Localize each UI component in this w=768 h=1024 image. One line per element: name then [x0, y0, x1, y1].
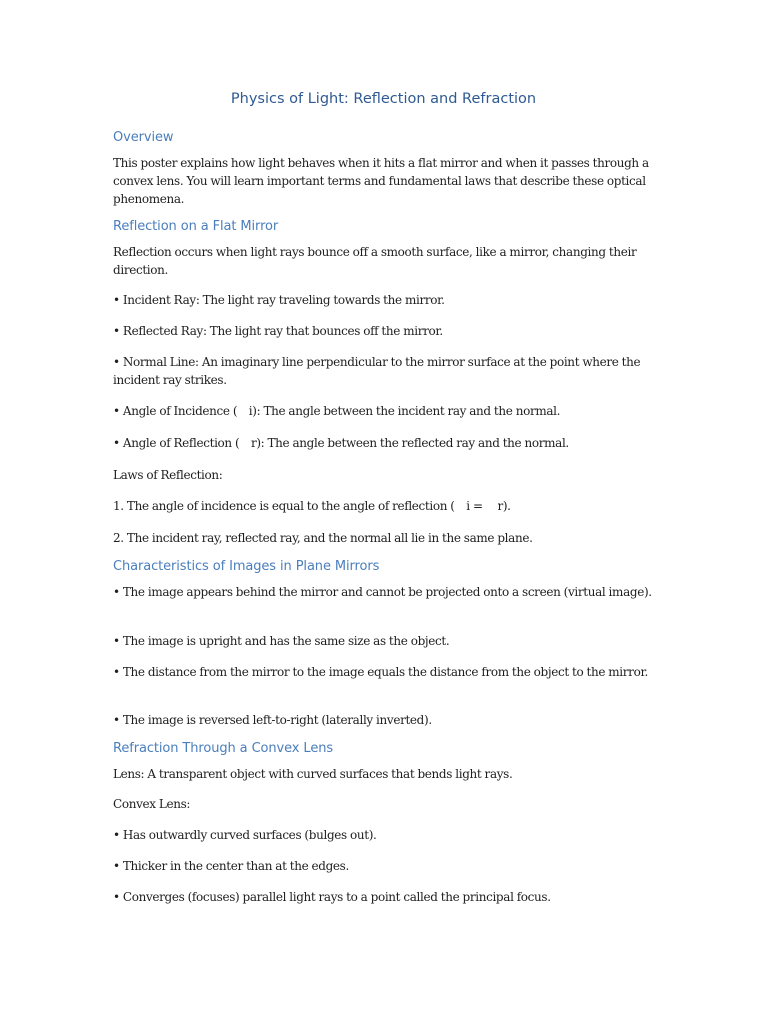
list-item: 2. The incident ray, reflected ray, and the normal all lie in the same plane. [113, 531, 533, 545]
reflection-intro: Reflection occurs when light rays bounce off a smooth surface, like a mirror, changing their direction. [113, 245, 637, 277]
list-item: • Converges (focuses) parallel light rays to a point called the principal focus. [113, 890, 551, 904]
list-item: 1. The angle of incidence is equal to the angle of reflection ( i = r). [113, 499, 511, 513]
convex-lens-label: Convex Lens: [113, 797, 191, 811]
list-item: • Normal Line: An imaginary line perpendicular to the mirror surface at the point where the incident ray strikes. [113, 355, 641, 387]
page-title: Physics of Light: Reflection and Refraction [230, 91, 537, 107]
list-item: • The image appears behind the mirror and cannot be projected onto a screen (virtual image). [113, 585, 652, 599]
lens-definition: Lens: A transparent object with curved surfaces that bends light rays. [113, 767, 513, 781]
section-heading-overview: Overview [113, 130, 174, 145]
list-item: • The image is reversed left-to-right (laterally inverted). [113, 713, 432, 727]
list-item: • The image is upright and has the same size as the object. [113, 634, 450, 648]
list-item: • Angle of Reflection ( r): The angle between the reflected ray and the normal. [113, 436, 569, 450]
list-item: • Reflected Ray: The light ray that bounces off the mirror. [113, 324, 443, 338]
section-heading-images: Characteristics of Images in Plane Mirrors [113, 559, 380, 574]
list-item: • Incident Ray: The light ray traveling towards the mirror. [113, 293, 445, 307]
section-heading-reflection: Reflection on a Flat Mirror [113, 219, 279, 234]
overview-paragraph: This poster explains how light behaves when it hits a flat mirror and when it passes through a convex lens. You will learn important terms and fundamental laws that describe these optical phenomena. [113, 156, 649, 206]
laws-label: Laws of Reflection: [113, 468, 223, 482]
list-item: • Angle of Incidence ( i): The angle between the incident ray and the normal. [113, 404, 561, 418]
section-heading-refraction: Refraction Through a Convex Lens [113, 741, 334, 756]
list-item: • The distance from the mirror to the image equals the distance from the object to the mirror. [113, 665, 648, 679]
list-item: • Thicker in the center than at the edges. [113, 859, 349, 873]
list-item: • Has outwardly curved surfaces (bulges out). [113, 828, 377, 842]
